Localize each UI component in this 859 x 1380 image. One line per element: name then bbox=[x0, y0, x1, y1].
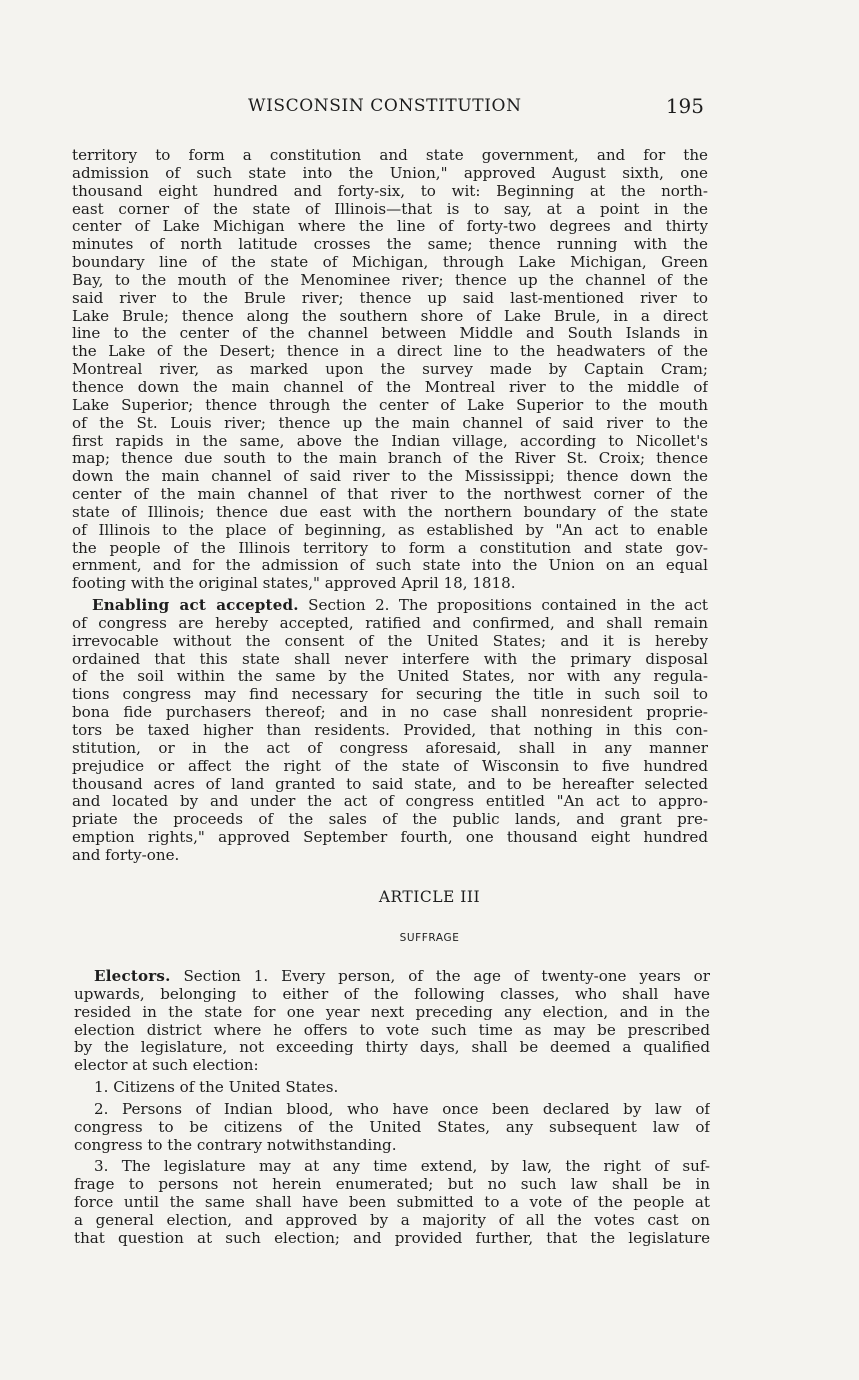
text-line: first rapids in the same, above the Indian village, according to Nicollet's bbox=[72, 432, 708, 450]
text-line bbox=[72, 597, 708, 615]
text-line: map; thence due south to the main branch of the River St. Croix; thence bbox=[72, 450, 708, 468]
text-line: Lake Superior; thence through the center of Lake Superior to the mouth bbox=[72, 396, 708, 414]
text-line: 2. Persons of Indian blood, who have once been declared by law of bbox=[94, 1100, 710, 1118]
text-line bbox=[74, 968, 710, 986]
text-line: 1. Citizens of the United States. bbox=[94, 1079, 339, 1097]
article-heading: ARTICLE III bbox=[378, 888, 481, 906]
side-heading: Enabling act accepted. bbox=[92, 597, 299, 615]
text-line: congress to the contrary notwithstanding. bbox=[74, 1136, 397, 1154]
text-line: ordained that this state shall never interfere with the primary disposal bbox=[72, 650, 708, 668]
text-fragment: Section 1. Every person, of the age of twenty-one years or bbox=[170, 968, 710, 985]
article-ii-text bbox=[72, 147, 708, 865]
text-line: down the main channel of said river to the Mississippi; thence down the bbox=[72, 468, 708, 486]
text-line: boundary line of the state of Michigan, through Lake Michigan, Green bbox=[72, 254, 708, 272]
text-line: and forty-one. bbox=[72, 846, 180, 864]
text-line: by the legislature, not exceeding thirty days, shall be deemed a qualified bbox=[74, 1039, 710, 1057]
text-fragment: Section 2. The propositions contained in the act bbox=[298, 597, 708, 615]
text-line: the people of the Illinois territory to form a constitution and state gov- bbox=[72, 539, 708, 557]
text-line: state of Illinois; thence due east with the northern boundary of the state bbox=[72, 503, 708, 521]
text-line: said river to the Brule river; thence up said last-mentioned river to bbox=[72, 289, 708, 307]
text-line: thence down the main channel of the Montreal river to the middle of bbox=[72, 378, 708, 396]
text-line: minutes of north latitude crosses the same; thence running with the bbox=[72, 236, 708, 254]
text-line: emption rights," approved September fourth, one thousand eight hundred bbox=[72, 829, 708, 847]
article-subheading: SUFFRAGE bbox=[399, 932, 460, 944]
text-line: upwards, belonging to either of the following classes, who shall have bbox=[74, 985, 710, 1003]
text-line: that question at such election; and provided further, that the legislature bbox=[74, 1229, 710, 1247]
text-line: thousand eight hundred and forty-six, to wit: Beginning at the north- bbox=[72, 182, 708, 200]
text-line: Montreal river, as marked upon the survey made by Captain Cram; bbox=[72, 361, 708, 379]
text-line: force until the same shall have been submitted to a vote of the people at bbox=[74, 1194, 710, 1212]
text-line: of the soil within the same by the United States, nor with any regula- bbox=[72, 668, 708, 686]
text-line: 3. The legislature may at any time extend, by law, the right of suf- bbox=[94, 1158, 710, 1176]
text-line: tions congress may find necessary for securing the title in such soil to bbox=[72, 686, 708, 704]
text-line: of Illinois to the place of beginning, as established by "An act to enable bbox=[72, 521, 708, 539]
text-line: Lake Brule; thence along the southern shore of Lake Brule, in a direct bbox=[72, 307, 708, 325]
page-number: 195 bbox=[665, 94, 704, 118]
text-line: ernment, and for the admission of such state into the Union on an equal bbox=[72, 557, 708, 575]
text-line: prejudice or affect the right of the state of Wisconsin to five hundred bbox=[72, 757, 708, 775]
text-line: the Lake of the Desert; thence in a direct line to the headwaters of the bbox=[72, 343, 708, 361]
enabling-act-paragraph bbox=[72, 597, 708, 865]
list-item bbox=[74, 1079, 710, 1097]
text-line: of the St. Louis river; thence up the main channel of said river to the bbox=[72, 414, 708, 432]
text-line: tors be taxed higher than residents. Provided, that nothing in this con- bbox=[72, 722, 708, 739]
text-line: footing with the original states," approved April 18, 1818. bbox=[72, 575, 516, 593]
side-heading: Electors. bbox=[94, 968, 171, 985]
text-line: irrevocable without the consent of the United States; and it is hereby bbox=[72, 632, 708, 650]
text-line: stitution, or in the act of congress aforesaid, shall in any manner bbox=[72, 739, 708, 757]
text-line: congress to be citizens of the United States, any subsequent law of bbox=[74, 1118, 710, 1136]
electors-paragraph bbox=[74, 968, 710, 1075]
text-line: line to the center of the channel between Middle and South Islands in bbox=[72, 325, 708, 343]
text-line: bona fide purchasers thereof; and in no case shall nonresident proprie- bbox=[72, 704, 708, 722]
text-line: center of Lake Michigan where the line of forty-two degrees and thirty bbox=[72, 218, 708, 236]
text-line: thousand acres of land granted to said state, and to be hereafter selected bbox=[72, 775, 708, 793]
boundary-paragraph bbox=[72, 147, 708, 593]
text-line: priate the proceeds of the sales of the public lands, and grant pre- bbox=[72, 811, 708, 829]
running-title: WISCONSIN CONSTITUTION bbox=[248, 96, 522, 116]
text-line: territory to form a constitution and state government, and for the bbox=[72, 147, 708, 164]
text-line: resided in the state for one year next preceding any election, and in the bbox=[74, 1003, 710, 1021]
list-item bbox=[74, 1101, 710, 1155]
text-line: and located by and under the act of congress entitled "An act to appro- bbox=[72, 793, 708, 811]
text-line: frage to persons not herein enumerated; but no such law shall be in bbox=[74, 1176, 710, 1194]
text-line: of congress are hereby accepted, ratified and confirmed, and shall remain bbox=[72, 614, 708, 632]
text-line: Bay, to the mouth of the Menominee river; thence up the channel of the bbox=[72, 271, 708, 289]
text-line: center of the main channel of that river to the northwest corner of the bbox=[72, 486, 708, 504]
text-line: elector at such election: bbox=[74, 1057, 259, 1075]
running-head bbox=[72, 96, 712, 122]
text-line: election district where he offers to vote such time as may be prescribed bbox=[74, 1021, 710, 1039]
text-line: a general election, and approved by a majority of all the votes cast on bbox=[74, 1211, 710, 1229]
article-iii-text bbox=[74, 968, 710, 1248]
text-line: east corner of the state of Illinois—that is to say, at a point in the bbox=[72, 200, 708, 218]
list-item bbox=[74, 1158, 710, 1247]
text-line: admission of such state into the Union," approved August sixth, one bbox=[72, 164, 708, 182]
